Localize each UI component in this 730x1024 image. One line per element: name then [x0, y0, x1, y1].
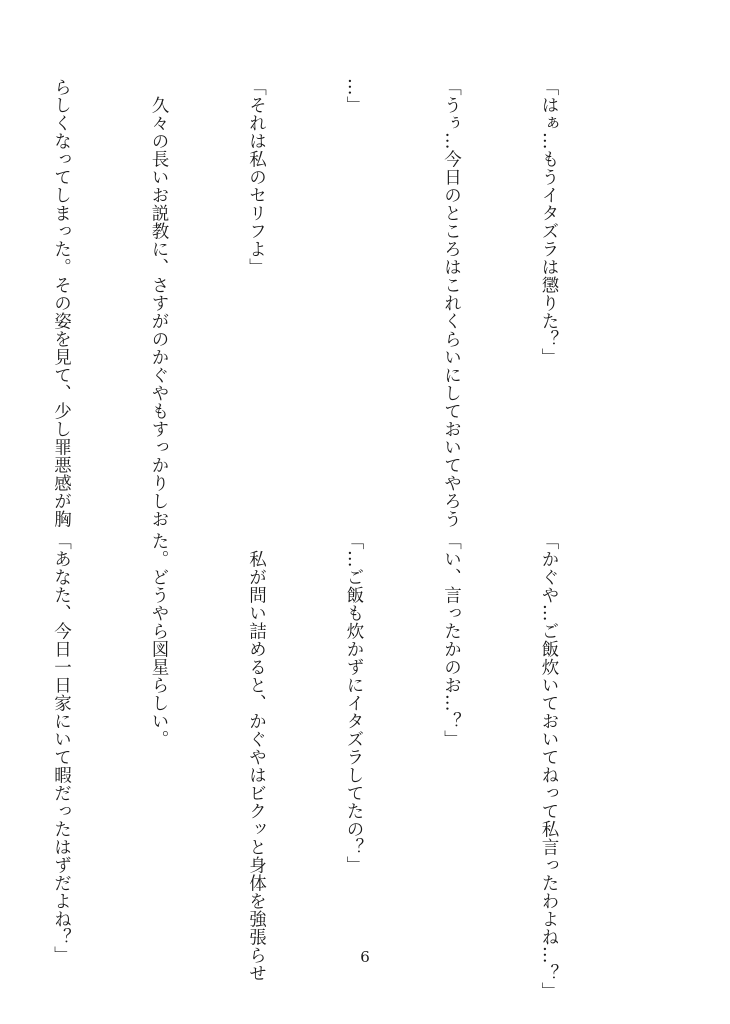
text-line: 「かぐや…ご飯炊いておいてねって私言ったわよね…？」 [539, 532, 559, 1000]
text-line: た。どうやら図星らしい。 [149, 532, 169, 748]
text-line: 私が問い詰めると、かぐやはビクッと身体を強張らせ [246, 532, 267, 982]
text-line: 「…ご飯も炊かずにイタズラしてたの？」 [344, 532, 364, 874]
text-line: 「それは私のセリフよ」 [246, 78, 267, 276]
text-block-bottom [51, 532, 630, 1000]
text-block-top [51, 78, 630, 528]
text-line: 「うぅ…今日のところはこれくらいにしておいてやろう [441, 78, 462, 528]
text-line: 「あなた、今日一日家にいて暇だったはずだよね？」 [51, 532, 72, 964]
text-line: 久々の長いお説教に、さすがのかぐやもすっかりしお [149, 78, 169, 528]
text-line: らしくなってしまった。その姿を見て、少し罪悪感が胸 [51, 78, 72, 528]
page-number: 6 [360, 948, 370, 966]
text-line: 「い、言ったかのお…？」 [441, 532, 462, 748]
text-line: …」 [344, 78, 364, 114]
text-line: 「はぁ…もうイタズラは懲りた？」 [539, 78, 559, 366]
